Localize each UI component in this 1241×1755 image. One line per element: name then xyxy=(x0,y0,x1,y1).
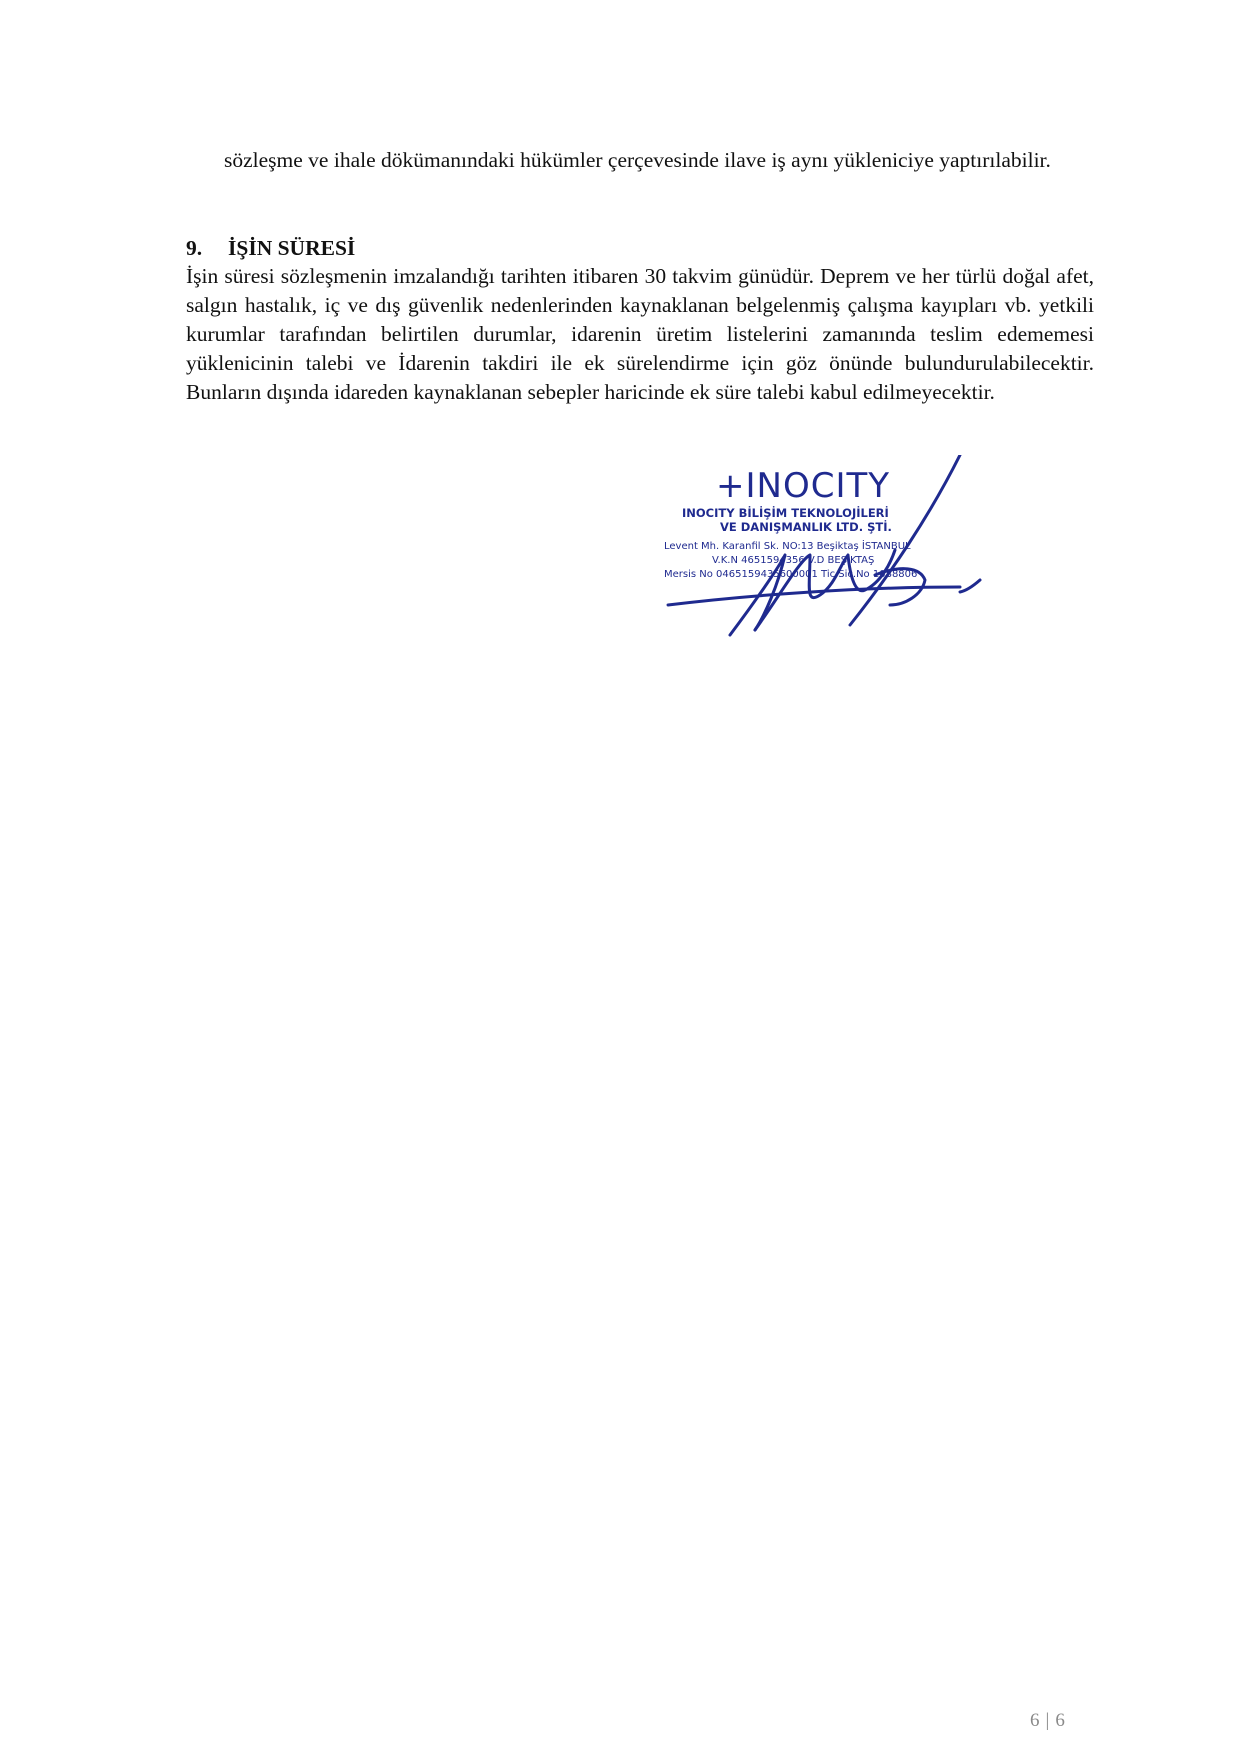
section-number: 9. xyxy=(186,236,203,260)
section-body: İşin süresi sözleşmenin imzalandığı tarihten itibaren 30 takvim günüdür. Deprem ve her türlü doğal afet, salgın hastalık, iç ve dış güvenlik nedenlerinden kaynaklanan belgelenmiş çalışma kayıpları vb. yetkili kurumlar tarafından belirtilen durumlar, idarenin üretim listelerini zamanında teslim edememesi yüklenicinin talebi ve İdarenin takdiri ile ek sürelendirme için göz önünde bulundurulabilecektir. Bunların dışında idareden kaynaklanan sebepler haricinde ek süre talebi kabul edilmeyecektir. xyxy=(186,264,1094,404)
stamp-address: Levent Mh. Karanfil Sk. NO:13 Beşiktaş İSTANBUL xyxy=(664,541,911,552)
section-heading xyxy=(186,234,355,263)
company-stamp-signature xyxy=(660,455,1020,665)
stamp-logo: +INOCITY xyxy=(716,466,891,506)
page-total: 6 xyxy=(1055,1710,1065,1731)
page-current: 6 xyxy=(1030,1710,1040,1731)
stamp-tax: V.K.N 4651594356 V.D BEŞİKTAŞ xyxy=(712,555,875,566)
continuation-paragraph: sözleşme ve ihale dökümanındaki hükümler çerçevesinde ilave iş aynı yükleniciye yaptırılabilir. xyxy=(224,148,1051,172)
section-title: İŞİN SÜRESİ xyxy=(228,236,356,260)
stamp-mersis: Mersis No 0465159435600001 Tic.Sic.No 1088806 xyxy=(664,569,918,580)
stamp-company-line2: VE DANIŞMANLIK LTD. ŞTİ. xyxy=(720,520,892,534)
page-separator: | xyxy=(1045,1710,1050,1731)
page-number xyxy=(1030,1710,1065,1732)
stamp-company-line1: INOCITY BİLİŞİM TEKNOLOJİLERİ xyxy=(682,506,889,520)
